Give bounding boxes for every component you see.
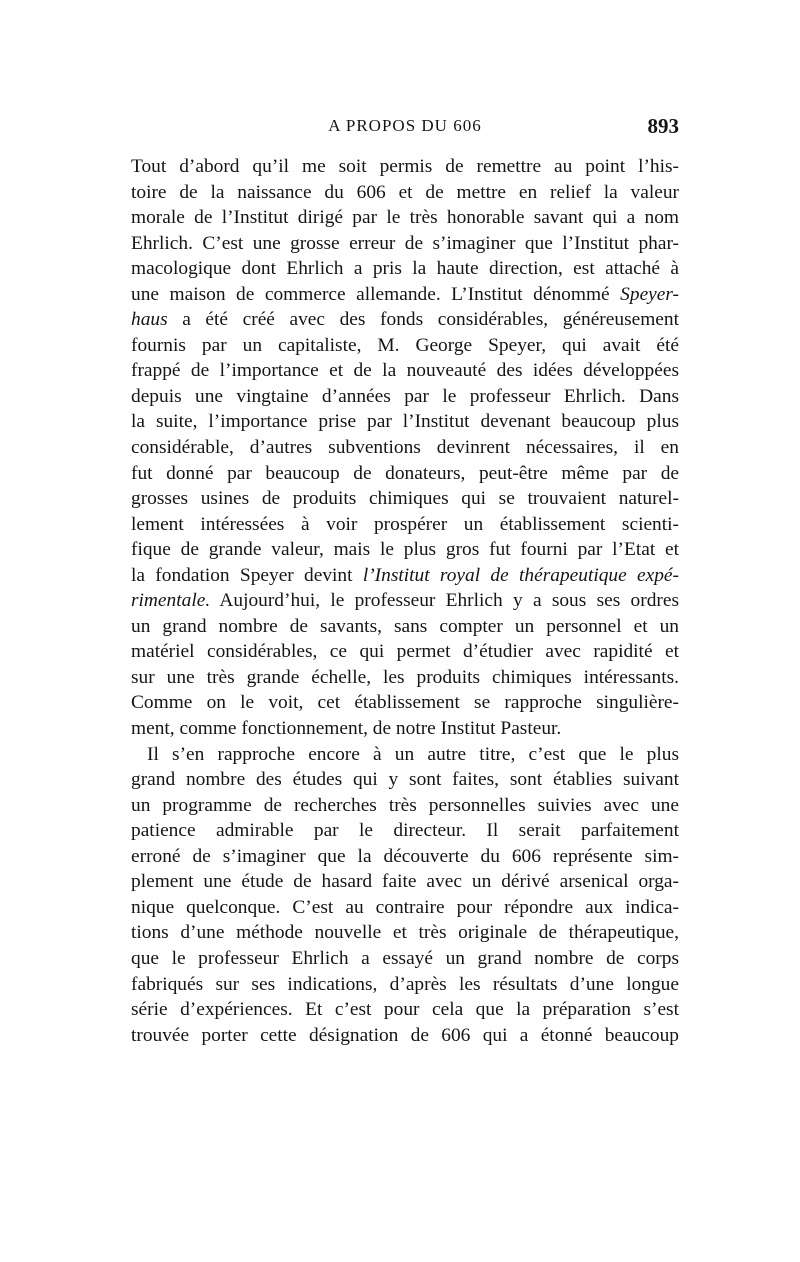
page-number: 893 bbox=[647, 114, 679, 138]
text-line bbox=[131, 895, 679, 921]
text-line bbox=[131, 256, 679, 282]
text-run: sur une très grande échelle, les produits chimiques intéressants. bbox=[131, 666, 679, 688]
text-run: que le professeur Ehrlich a essayé un grand nombre de corps bbox=[131, 947, 679, 969]
text-run: grand nombre des études qui y sont faites, sont établies suivant bbox=[131, 769, 679, 791]
text-line bbox=[131, 946, 679, 972]
text-run: un grand nombre de savants, sans compter un personnel et un bbox=[131, 615, 679, 637]
text-line bbox=[131, 537, 679, 563]
text-run: nique quelconque. C’est au contraire pour répondre aux indica- bbox=[131, 896, 679, 918]
text-run: trouvée porter cette désignation de 606 qui a étonné beaucoup bbox=[131, 1024, 679, 1046]
text-line bbox=[131, 180, 679, 206]
text-run: Aujourd’hui, le professeur Ehrlich y a sous ses ordres bbox=[210, 590, 679, 612]
text-run: macologique dont Ehrlich a pris la haute direction, est attaché à bbox=[131, 258, 679, 280]
text-run: erroné de s’imaginer que la découverte du 606 représente sim- bbox=[131, 845, 679, 867]
text-line bbox=[131, 997, 679, 1023]
text-line bbox=[131, 742, 679, 768]
text-line bbox=[131, 716, 679, 742]
text-run: fique de grande valeur, mais le plus gros fut fourni par l’Etat et bbox=[131, 539, 679, 561]
italic-text: rimentale. bbox=[131, 590, 211, 612]
text-run: la fondation Speyer devint bbox=[131, 564, 363, 586]
text-line bbox=[131, 461, 679, 487]
text-run: considérable, d’autres subventions devinrent nécessaires, il en bbox=[131, 437, 679, 459]
italic-text: haus bbox=[131, 309, 168, 331]
text-run: Comme on le voit, cet établissement se rapproche singulière- bbox=[131, 692, 679, 714]
text-line bbox=[131, 154, 679, 180]
text-line bbox=[131, 639, 679, 665]
text-run: morale de l’Institut dirigé par le très honorable savant qui a nom bbox=[131, 207, 679, 229]
text-run: depuis une vingtaine d’années par le professeur Ehrlich. Dans bbox=[131, 385, 679, 407]
text-run: Il s’en rapproche encore à un autre titre, c’est que le plus bbox=[147, 743, 679, 765]
text-run: Ehrlich. C’est une grosse erreur de s’imaginer que l’Institut phar- bbox=[131, 232, 679, 254]
text-line bbox=[131, 435, 679, 461]
text-run: toire de la naissance du 606 et de mettre en relief la valeur bbox=[131, 181, 679, 203]
text-line bbox=[131, 409, 679, 435]
text-line bbox=[131, 307, 679, 333]
text-run: une maison de commerce allemande. L’Institut dénommé bbox=[131, 283, 621, 305]
text-run: Tout d’abord qu’il me soit permis de remettre au point l’his- bbox=[131, 156, 679, 177]
text-line bbox=[131, 665, 679, 691]
text-line bbox=[131, 282, 679, 308]
text-line bbox=[131, 869, 679, 895]
text-line bbox=[131, 333, 679, 359]
text-run: un programme de recherches très personnelles suivies avec une bbox=[131, 794, 679, 816]
text-run: fut donné par beaucoup de donateurs, peut-être même par de bbox=[131, 462, 679, 484]
text-line bbox=[131, 920, 679, 946]
text-line bbox=[131, 384, 679, 410]
text-line bbox=[131, 588, 679, 614]
text-line bbox=[131, 818, 679, 844]
text-run: grosses usines de produits chimiques qui se trouvaient naturel- bbox=[131, 488, 679, 510]
body-text bbox=[131, 154, 679, 1048]
text-run: patience admirable par le directeur. Il serait parfaitement bbox=[131, 820, 679, 842]
text-line bbox=[131, 205, 679, 231]
text-run: a été créé avec des fonds considérables, généreusement bbox=[167, 309, 679, 331]
text-line bbox=[131, 1023, 679, 1049]
text-run: frappé de l’importance et de la nouveauté des idées développées bbox=[131, 360, 679, 382]
text-run: fabriqués sur ses indications, d’après les résultats d’une longue bbox=[131, 973, 679, 995]
running-title: A PROPOS DU 606 bbox=[328, 116, 482, 135]
italic-text: Speyer- bbox=[620, 283, 679, 305]
text-line bbox=[131, 690, 679, 716]
text-line bbox=[131, 614, 679, 640]
text-run: série d’expériences. Et c’est pour cela que la préparation s’est bbox=[131, 999, 679, 1021]
text-line bbox=[131, 358, 679, 384]
text-run: la suite, l’importance prise par l’Institut devenant beaucoup plus bbox=[131, 411, 679, 433]
text-run: ment, comme fonctionnement, de notre Institut Pasteur. bbox=[131, 718, 562, 740]
text-run: tions d’une méthode nouvelle et très originale de thérapeutique, bbox=[131, 922, 679, 944]
text-line bbox=[131, 563, 679, 589]
text-line bbox=[131, 231, 679, 257]
text-run: matériel considérables, ce qui permet d’étudier avec rapidité et bbox=[131, 641, 679, 663]
italic-text: l’Institut royal de thérapeutique expé- bbox=[362, 564, 679, 586]
text-run: plement une étude de hasard faite avec un dérivé arsenical orga- bbox=[131, 871, 679, 893]
text-line bbox=[131, 767, 679, 793]
text-line bbox=[131, 844, 679, 870]
running-header bbox=[131, 116, 679, 146]
text-line bbox=[131, 793, 679, 819]
text-run: lement intéressées à voir prospérer un établissement scienti- bbox=[131, 513, 679, 535]
text-run: fournis par un capitaliste, M. George Speyer, qui avait été bbox=[131, 334, 679, 356]
text-line bbox=[131, 512, 679, 538]
text-line bbox=[131, 486, 679, 512]
text-line bbox=[131, 972, 679, 998]
